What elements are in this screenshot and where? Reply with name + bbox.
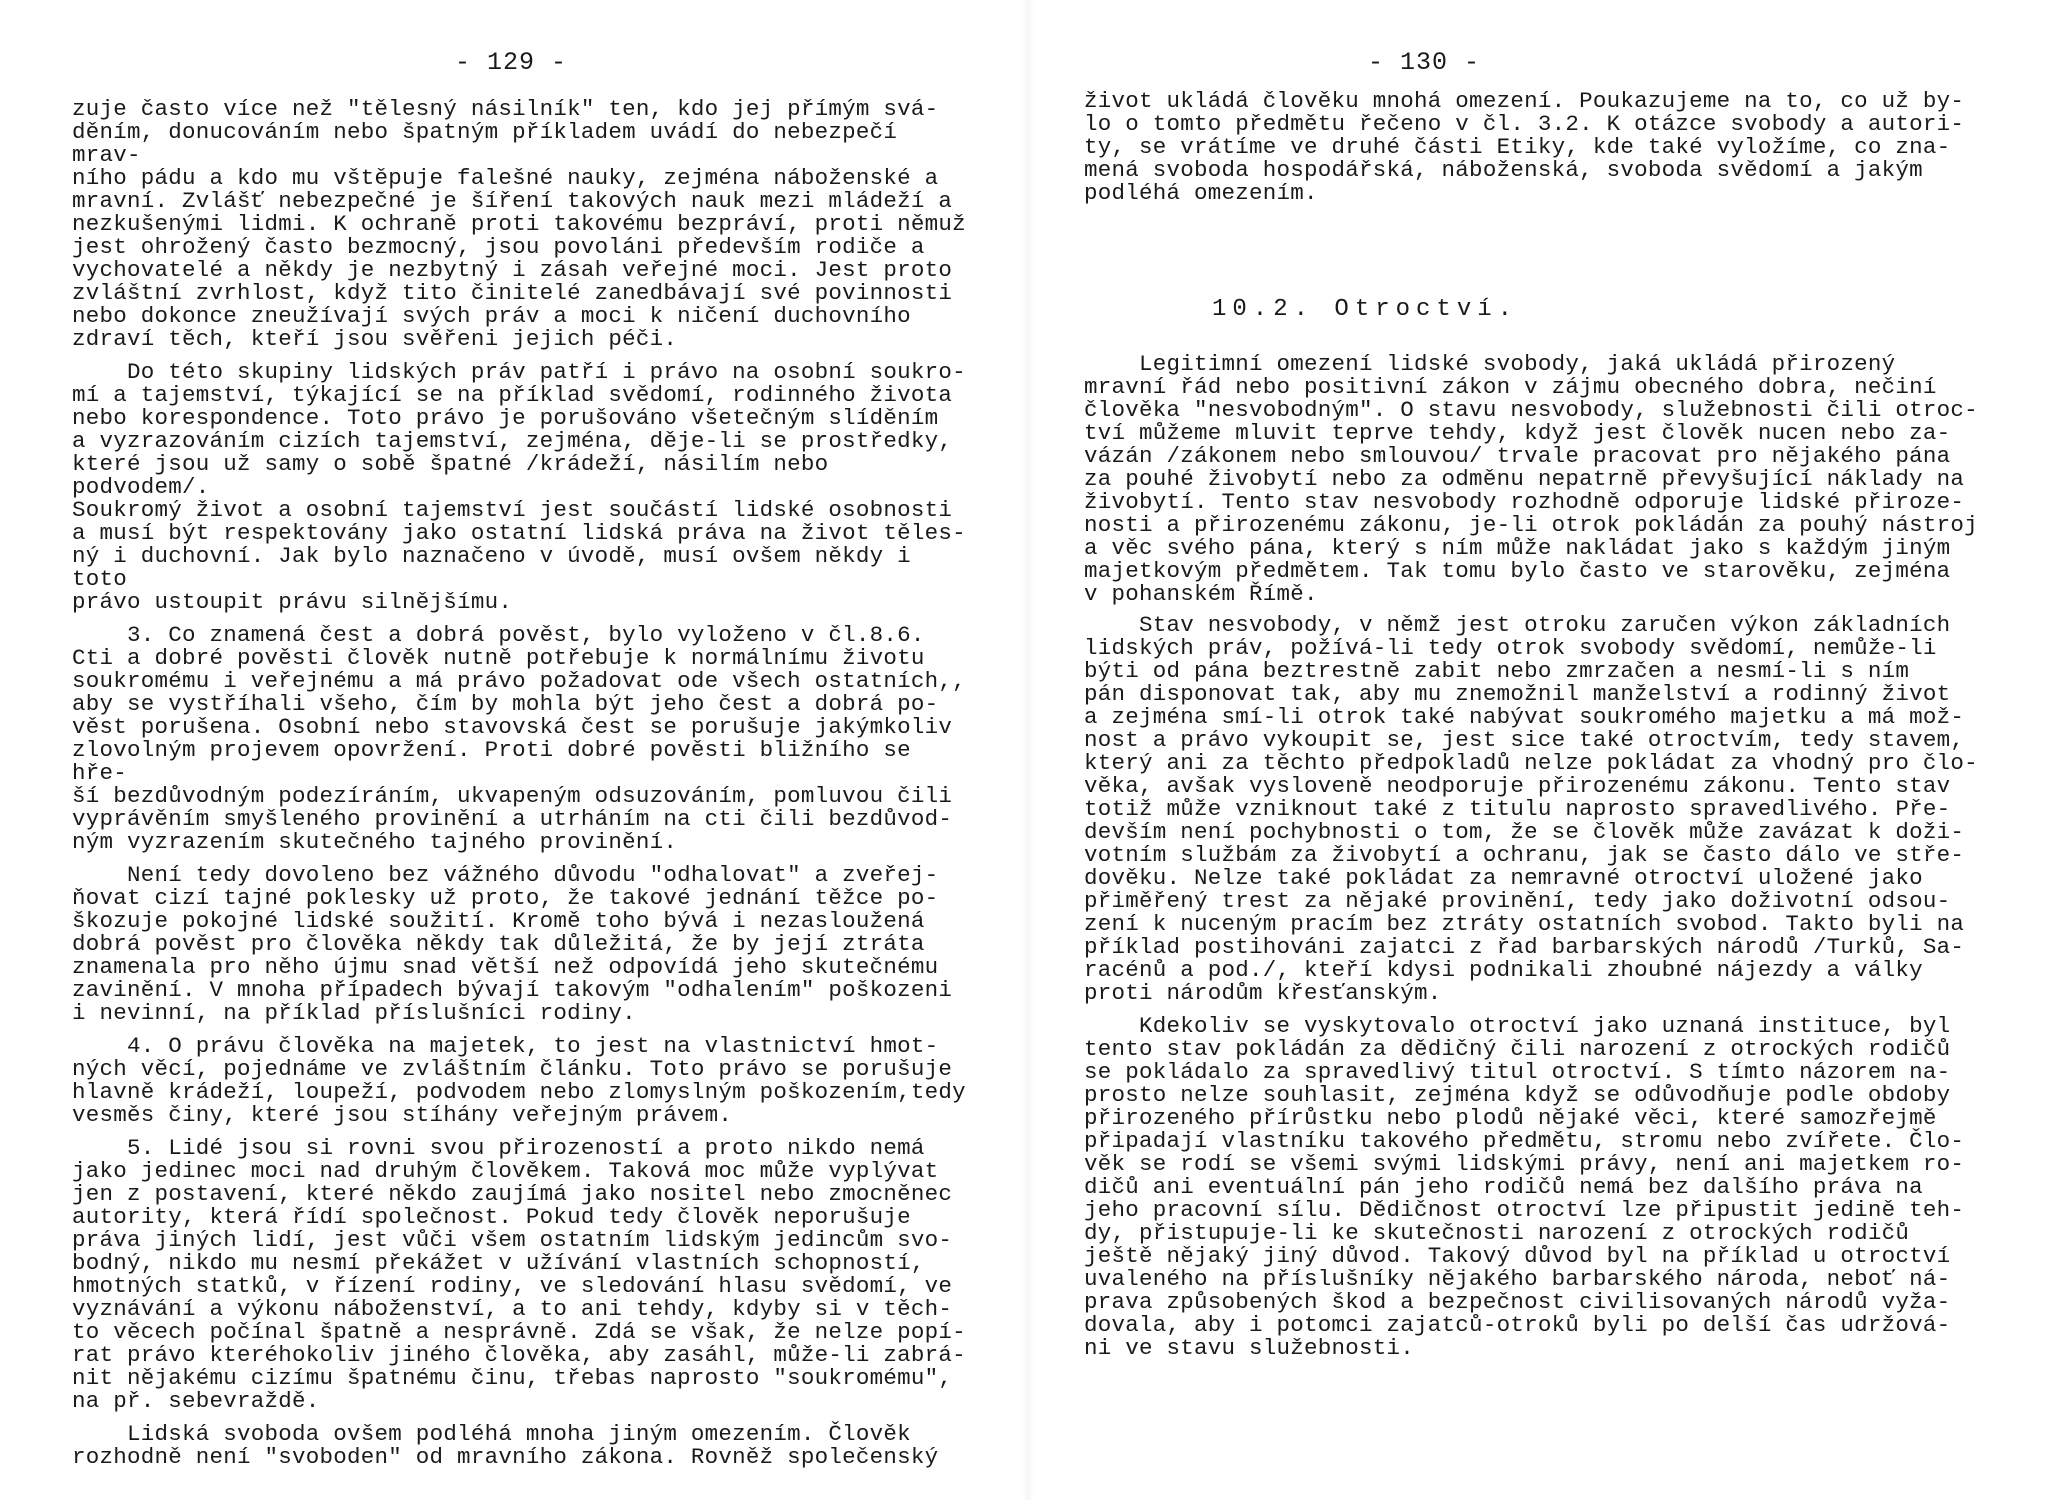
right-page-text [1084, 90, 1984, 1360]
paragraph: 5. Lidé jsou si rovni svou přirozeností a proto nikdo nemá jako jedinec moci nad druhým člověkem. Taková moc může vyplývat jen z postavení, které někdo zaujímá jako nositel nebo zmocněnec autority, která řídí společnost. Pokud tedy člověk neporušuje práva jiných lidí, jest vůči všem ostatním lidským jedincům svo- bodný, nikdo mu nesmí překážet v užívání vlastních schopností, hmotných statků, v řízení rodiny, ve sledování hlasu svědomí, ve vyznávání a výkonu náboženství, a to ani tehdy, kdyby si v těch- to věcech počínal špatně a nesprávně. Zdá se však, že nelze popí- rat právo kteréhokoliv jiného člověka, aby zasáhl, může-li zabrá- nit nějakému cizímu špatnému činu, třebas naprosto "soukromému", na př. sebevraždě. [72, 1135, 966, 1414]
paragraph: zuje často více než "tělesný násilník" ten, kdo jej přímým svá- děním, donucováním nebo špatným příkladem uvádí do nebezpečí mrav- ního pádu a kdo mu vštěpuje falešné nauky, zejména náboženské a mravní. Zvlášť nebezpečné je šíření takových nauk mezi mládeží a nezkušenými lidmi. K ochraně proti takovému bezpráví, proti němuž jest ohrožený často bezmocný, jsou povoláni především rodiče a vychovatelé a někdy je nezbytný i zásah veřejné moci. Jest proto zvláštní zvrhlost, když tito činitelé zanedbávají své povinnosti nebo dokonce zneužívají svých práv a moci k ničení duchovního zdraví těch, kteří jsou svěřeni jejich péči. [72, 96, 966, 352]
paragraph: Legitimní omezení lidské svobody, jaká ukládá přirozený mravní řád nebo positivní zákon v zájmu obecného dobra, nečiní člověka "nesvobodným". O stavu nesvobody, služebnosti čili otroc- tví můžeme mluvit teprve tehdy, když jest člověk nucen nebo za- vázán /zákonem nebo smlouvou/ trvale pracovat pro nějakého pána za pouhé živobytí nebo za odměnu nepatrně převyšující náklady na živobytí. Tento stav nesvobody rozhodně odporuje lidské přiroze- nosti a přirozenému zákonu, je-li otrok pokládán za pouhý nástroj a věc svého pána, který s ním může nakládat jako s každým jiným majetkovým předmětem. Tak tomu bylo často ve starověku, zejména v pohanském Římě. [1084, 351, 1978, 607]
paragraph: Není tedy dovoleno bez vážného důvodu "odhalovat" a zveřej- ňovat cizí tajné poklesky už proto, že takové jednání těžce po- škozuje pokojné lidské soužití. Kromě toho bývá i nezasloužená dobrá pověst pro člověka někdy tak důležitá, že by její ztráta znamenala pro něho újmu snad větší než odpovídá jeho skutečnému zavinění. V mnoha případech bývají takovým "odhalením" poškozeni i nevinní, na příklad příslušníci rodiny. [72, 862, 953, 1026]
section-heading: 10.2. Otroctví. [1212, 296, 1519, 323]
paragraph: Stav nesvobody, v němž jest otroku zaručen výkon základních lidských práv, požívá-li tedy otrok svobody svědomí, nemůže-li býti od pána beztrestně zabit nebo zmrzačen a nesmí-li s ním pán disponovat tak, aby mu znemožnil manželství a rodinný život a zejména smí-li otrok také nabývat soukromého majetku a má mož- nost a právo vykoupit se, jest sice také otroctvím, tedy stavem, který ani za těchto předpokladů nelze pokládat za vhodný pro člo- věka, avšak vysloveně neodporuje přirozenému zákonu. Tento stav totiž může vzniknout také z titulu naprosto spravedlivého. Pře- devším není pochybnosti o tom, že se člověk může zavázat k doži- votním službám za živobytí a ochranu, jak se často dálo ve stře- dověku. Nelze také pokládat za nemravné otroctví uložené jako přiměřený trest za nějaké provinění, tedy jako doživotní odsou- zení k nuceným pracím bez ztráty ostatních svobod. Takto byli na příklad postihováni zajatci z řad barbarských národů /Turků, Sa- racénů a pod./, kteří kdysi podnikali zhoubné nájezdy a války proti národům křesťanským. [1084, 612, 1978, 1006]
paragraph: Do této skupiny lidských práv patří i právo na osobní soukro- mí a tajemství, týkající se na příklad svědomí, rodinného života nebo korespondence. Toto právo je porušováno všetečným slíděním a vyzrazováním cizích tajemství, zejména, děje-li se prostředky, které jsou už samy o sobě špatné /krádeží, násilím nebo podvodem/. Soukromý život a osobní tajemství jest součástí lidské osobnosti a musí být respektovány jako ostatní lidská práva na život těles- ný i duchovní. Jak bylo naznačeno v úvodě, musí ovšem někdy i toto právo ustoupit právu silnějšímu. [72, 359, 966, 615]
paragraph: Lidská svoboda ovšem podléhá mnoha jiným omezením. Člověk rozhodně není "svoboden" od mravního zákona. Rovněž společenský [72, 1421, 939, 1470]
page-number-right: - 130 - [1368, 48, 1481, 77]
paragraph: život ukládá člověku mnohá omezení. Poukazujeme na to, co už by- lo o tomto předmětu řečeno v čl. 3.2. K otázce svobody a autori- ty, se vrátíme ve druhé části Etiky, kde také vyložíme, co zna- mená svoboda hospodářská, náboženská, svoboda svědomí a jakým podléhá omezením. [1084, 88, 1965, 206]
right-page [1028, 0, 2056, 1500]
paragraph: 4. O právu člověka na majetek, to jest na vlastnictví hmot- ných věcí, pojednáme ve zvláštním článku. Toto právo se porušuje hlavně krádeží, loupeží, podvodem nebo zlomyslným poškozením,tedy vesměs činy, které jsou stíhány veřejným právem. [72, 1033, 966, 1128]
left-page-text [72, 98, 972, 1469]
paragraph: Kdekoliv se vyskytovalo otroctví jako uznaná instituce, byl tento stav pokládán za dědičný čili narození z otrockých rodičů se pokládalo za spravedlivý titul otroctví. S tímto názorem na- prosto nelze souhlasit, zejména když se odůvodňuje podle obdoby přirozeného přírůstku nebo plodů nějaké věci, které samozřejmě připadají vlastníku takového předmětu, stromu nebo zvířete. Člo- věk se rodí se všemi svými lidskými právy, není ani majetkem ro- dičů ani eventuální pán jeho rodičů nemá bez dalšího práva na jeho pracovní sílu. Dědičnost otroctví lze připustit jedině teh- dy, přistupuje-li ke skutečnosti narození z otrockých rodičů ještě nějaký jiný důvod. Takový důvod byl na příklad u otroctví uvaleného na příslušníky nějakého barbarského národa, neboť ná- prava způsobených škod a bezpečnost civilisovaných národů vyža- dovala, aby i potomci zajatců-otroků byli po delší čas udržová- ni ve stavu služebnosti. [1084, 1013, 1965, 1361]
page-number-left: - 129 - [455, 48, 568, 77]
paragraph: 3. Co znamená čest a dobrá pověst, bylo vyloženo v čl.8.6. Cti a dobré pověsti člověk nutně potřebuje k normálnímu životu soukromému i veřejnému a má právo požadovat ode všech ostatních,, aby se vystříhali všeho, čím by mohla být jeho čest a dobrá po- věst porušena. Osobní nebo stavovská čest se porušuje jakýmkoliv zlovolným projevem opovržení. Proti dobré pověsti bližního se hře- ší bezdůvodným podezíráním, ukvapeným odsuzováním, pomluvou čili vyprávěním smyšleného provinění a utrháním na cti čili bezdůvod- ným vyzrazením skutečného tajného provinění. [72, 622, 966, 855]
